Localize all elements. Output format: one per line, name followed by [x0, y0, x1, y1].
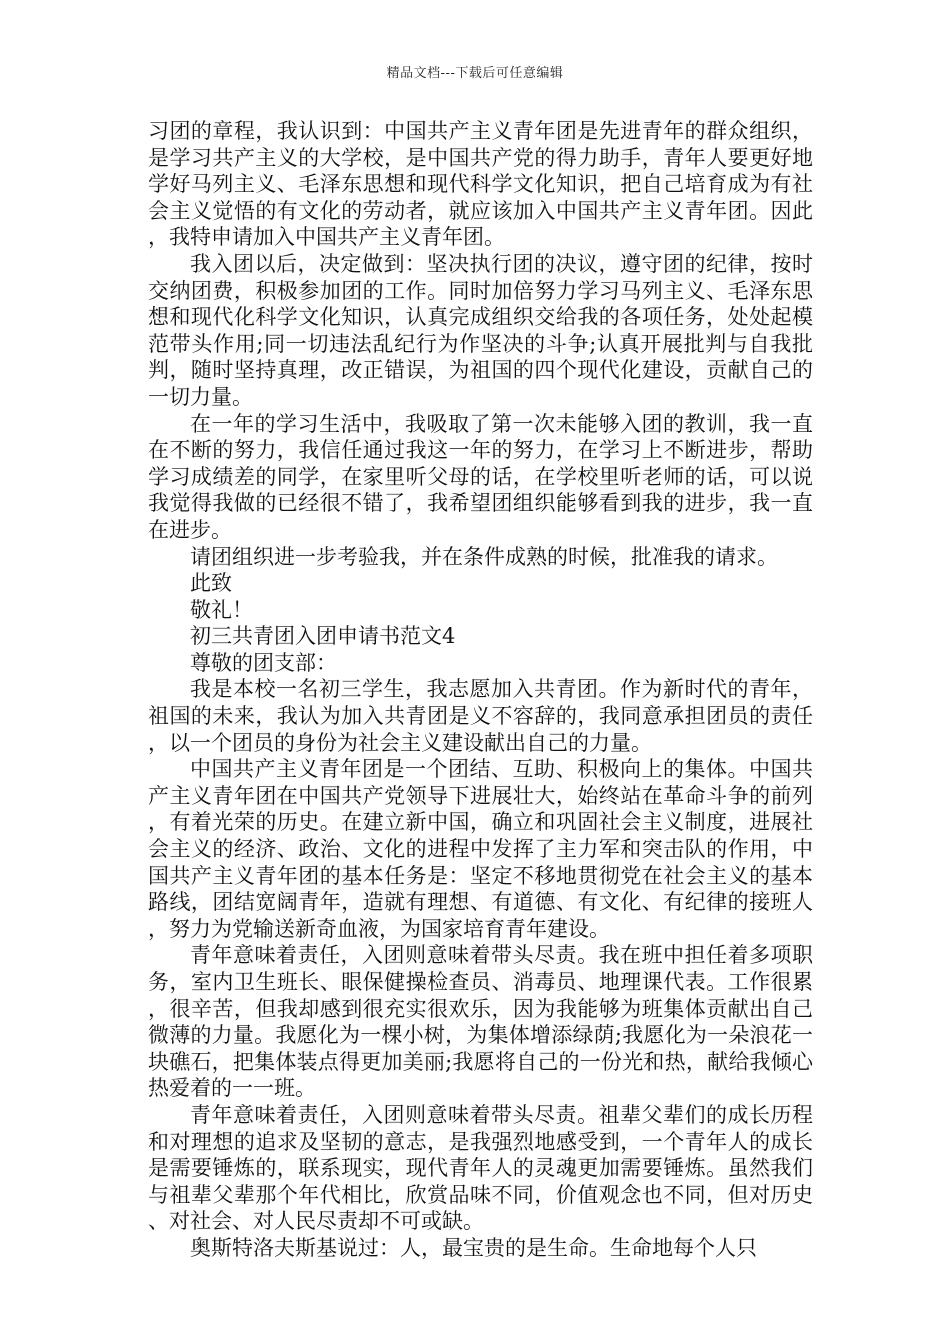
paragraph: 我是本校一名初三学生，我志愿加入共青团。作为新时代的青年，祖国的未来，我认为加入共青团是义不容辞的，我同意承担团员的责任，以一个团员的身份为社会主义建设献出自己的力量。 [148, 677, 813, 755]
paragraph: 中国共产主义青年团是一个团结、互助、积极向上的集体。中国共产主义青年团在中国共产党领导下进展壮大，始终站在革命斗争的前列，有着光荣的历史。在建立新中国，确立和巩固社会主义制度，进展社会主义的经济、政治、文化的进程中发挥了主力军和突击队的作用，中国共产主义青年团的基本任务是：坚定不移地贯彻党在社会主义的基本路线，团结宽阔青年，造就有理想、有道德、有文化、有纪律的接班人，努力为党输送新奇血液，为国家培育青年建设。 [148, 757, 813, 941]
paragraph: 在一年的学习生活中，我吸取了第一次未能够入团的教训，我一直在不断的努力，我信任通过我这一年的努力，在学习上不断进步，帮助学习成绩差的同学，在家里听父母的话，在学校里听老师的话，可以说我觉得我做的已经很不错了，我希望团组织能够看到我的进步，我一直在进步。 [148, 411, 813, 542]
paragraph-continued: 习团的章程，我认识到：中国共产主义青年团是先进青年的群众组织，是学习共产主义的大学校，是中国共产党的得力助手，青年人要更好地学好马列主义、毛泽东思想和现代科学文化知识，把自己培育成为有社会主义觉悟的有文化的劳动者，就应该加入中国共产主义青年团。因此，我特申请加入中国共产主义青年团。 [148, 119, 813, 250]
paragraph: 我入团以后，决定做到：坚决执行团的决议，遵守团的纪律，按时交纳团费，积极参加团的工作。同时加倍努力学习马列主义、毛泽东思想和现代化科学文化知识，认真完成组织交给我的各项任务，处处起模范带头作用;同一切违法乱纪行为作坚决的斗争;认真开展批判与自我批判，随时坚持真理，改正错误，为祖国的四个现代化建设，贡献自己的一切力量。 [148, 251, 813, 409]
paragraph-request: 请团组织进一步考验我，并在条件成熟的时候，批准我的请求。 [190, 544, 778, 569]
paragraph: 奥斯特洛夫斯基说过：人，最宝贵的是生命。生命地每个人只 [190, 1235, 757, 1260]
paragraph: 青年意味着责任，入团则意味着带头尽责。祖辈父辈们的成长历程和对理想的追求及坚韧的意志，是我强烈地感受到，一个青年人的成长是需要锤炼的，联系现实，现代青年人的灵魂更加需要锤炼。虽然我们与祖辈父辈那个年代相比，欣赏品味不同，价值观念也不同，但对历史、对社会、对人民尽责却不可或缺。 [148, 1102, 813, 1234]
closing-regards: 敬礼！ [190, 597, 253, 622]
section-title: 初三共青团入团申请书范文4 [190, 624, 456, 649]
page-header: 精品文档---下载后可任意编辑 [386, 66, 564, 81]
closing-salutation: 此致 [190, 571, 232, 596]
greeting: 尊敬的团支部： [190, 650, 337, 675]
document-body [148, 118, 813, 1262]
paragraph: 青年意味着责任，入团则意味着带头尽责。我在班中担任着多项职务，室内卫生班长、眼保健操检查员、消毒员、地理课代表。工作很累，很辛苦，但我却感到很充实很欢乐，因为我能够为班集体贡献出自己微薄的力量。我愿化为一棵小树，为集体增添绿荫;我愿化为一朵浪花一块礁石，把集体装点得更加美丽;我愿将自己的一份光和热，献给我倾心热爱着的一一班。 [148, 943, 813, 1101]
